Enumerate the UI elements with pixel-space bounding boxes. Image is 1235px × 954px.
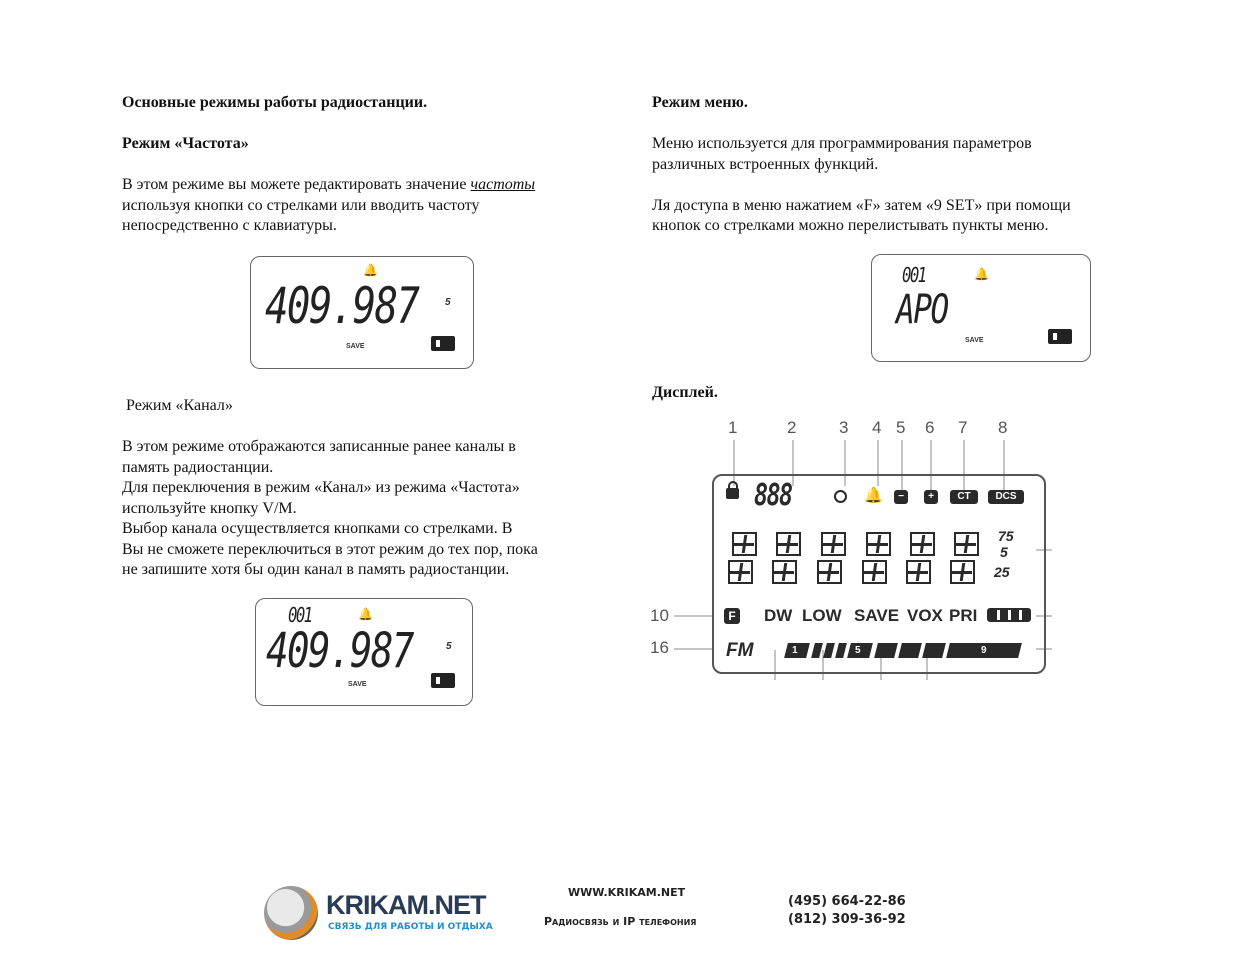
callout-3: 3 [839,418,849,437]
website: WWW.KRIKAM.NET [568,886,686,899]
channel-text-4: используйте кнопку V/M. [122,499,297,517]
freq-mode-title: Режим «Частота» [122,135,249,152]
timer-icon [834,490,847,503]
lcd-channel-number: 001 [902,263,926,287]
bell-icon: 🔔 [974,267,989,281]
channel-text-1: В этом режиме отображаются записанные ранее каналы в [122,438,516,455]
channel-mode-title: Режим «Канал» [126,397,233,414]
brand-name: KRIKAM.NET [326,890,486,920]
lcd-frequency-value: 409.987 [266,623,413,679]
callout-5: 5 [896,418,906,437]
phone-spb: (812) 309-36-92 [788,912,906,927]
callout-1: 1 [728,418,738,437]
service-line: Радиосвязь и IP телефония [544,915,697,928]
callout-2: 2 [787,418,797,437]
segment-digit [732,532,757,556]
right-column [652,93,1172,237]
signal-bar-8 [922,643,946,658]
menu-text-3: Ля доступа в меню нажатием «F» затем «9 SET» при помощи [652,196,1071,214]
phone-moscow: (495) 664-22-86 [788,894,906,909]
signal-bar-6 [874,643,898,658]
segment-digit [862,560,887,584]
menu-text-4: кнопок со стрелками можно перелистывать пункты меню. [652,217,1049,234]
function-indicator: F [724,608,740,624]
channel-text-3: Для переключения в режим «Канал» из режима «Частота» [122,479,520,496]
menu-mode-title: Режим меню. [652,94,748,111]
segment-digit [821,532,846,556]
segment-digit [950,560,975,584]
freq-mode-text-2: используя кнопки со стрелками или вводить частоту [122,196,480,214]
callout-4: 4 [872,418,882,437]
dcs-indicator: DCS [988,490,1024,504]
signal-bar-label-5: 5 [855,645,861,656]
freq-mode-text [122,175,622,196]
lcd-step-digit: 5 [445,297,451,308]
low-indicator: LOW [802,606,842,625]
channel-text-5: Выбор канала осуществляется кнопками со стрелками. В [122,520,513,537]
channel-text-6: Вы не сможете переключиться в этот режим до тех пор, пока [122,540,538,558]
step-25: 25 [994,564,1010,580]
lcd-save-label: SAVE [346,343,365,350]
display-title: Дисплей. [652,384,718,401]
battery-icon [431,673,455,688]
lcd-save-label: SAVE [965,337,984,344]
freq-mode-text-3: непосредственно с клавиатуры. [122,217,337,234]
freq-text-start: В этом режиме вы можете редактировать значение [122,176,471,193]
callout-16: 16 [650,638,669,657]
lcd-channel-mode [255,598,473,706]
section-heading: Основные режимы работы радиостанции. [122,94,428,111]
plus-icon: + [924,490,938,504]
minus-icon: − [894,490,908,504]
save-indicator: SAVE [854,606,900,625]
channel-text-7: не запишите хотя бы один канал в память радиостанции. [122,561,510,578]
dw-indicator: DW [764,606,793,625]
segment-digit [817,560,842,584]
callout-7: 7 [958,418,968,437]
segment-digit [772,560,797,584]
fm-indicator: FM [726,640,754,661]
ct-indicator: CT [950,490,978,504]
lcd-channel-number: 001 [288,603,312,627]
battery-icon [431,336,455,351]
segment-digit [910,532,935,556]
left-column [122,93,622,237]
step-5: 5 [1000,544,1008,560]
callout-6: 6 [925,418,935,437]
signal-bar-7 [898,643,922,658]
vox-indicator: VOX [907,606,943,625]
segment-digit [906,560,931,584]
pri-indicator: PRI [949,606,978,625]
display-diagram [640,410,1060,690]
channel-text-2: память радиостанции. [122,458,274,476]
lcd-menu-item: APO [896,287,948,333]
channel-digits: 888 [754,478,792,513]
lock-shackle-icon [728,481,738,490]
footer [260,880,960,944]
segment-digit [728,560,753,584]
lcd-menu-mode [871,254,1091,362]
bell-icon: 🔔 [864,488,883,504]
freq-link[interactable]: частоты [470,176,536,193]
menu-text-1: Меню используется для программирования параметров [652,135,1032,152]
brand-slogan: СВЯЗЬ ДЛЯ РАБОТЫ И ОТДЫХА [328,922,493,932]
lcd-step-digit: 5 [446,641,452,652]
menu-text-2: различных встроенных функций. [652,155,879,173]
channel-section [122,396,622,581]
logo-icon [264,886,318,940]
battery-icon [987,608,1031,622]
callout-10: 10 [650,606,669,625]
bell-icon: 🔔 [363,263,378,277]
step-75: 75 [998,528,1014,544]
lcd-frequency-mode [250,256,474,369]
segment-digit [776,532,801,556]
battery-icon [1048,329,1072,344]
lcd-frequency-value: 409.987 [265,277,419,335]
bell-icon: 🔔 [358,607,373,621]
segment-digit [954,532,979,556]
signal-bar-label-9: 9 [981,645,987,656]
segment-digit [866,532,891,556]
signal-bar-label-1: 1 [792,645,798,656]
callout-8: 8 [998,418,1008,437]
lcd-save-label: SAVE [348,681,367,688]
